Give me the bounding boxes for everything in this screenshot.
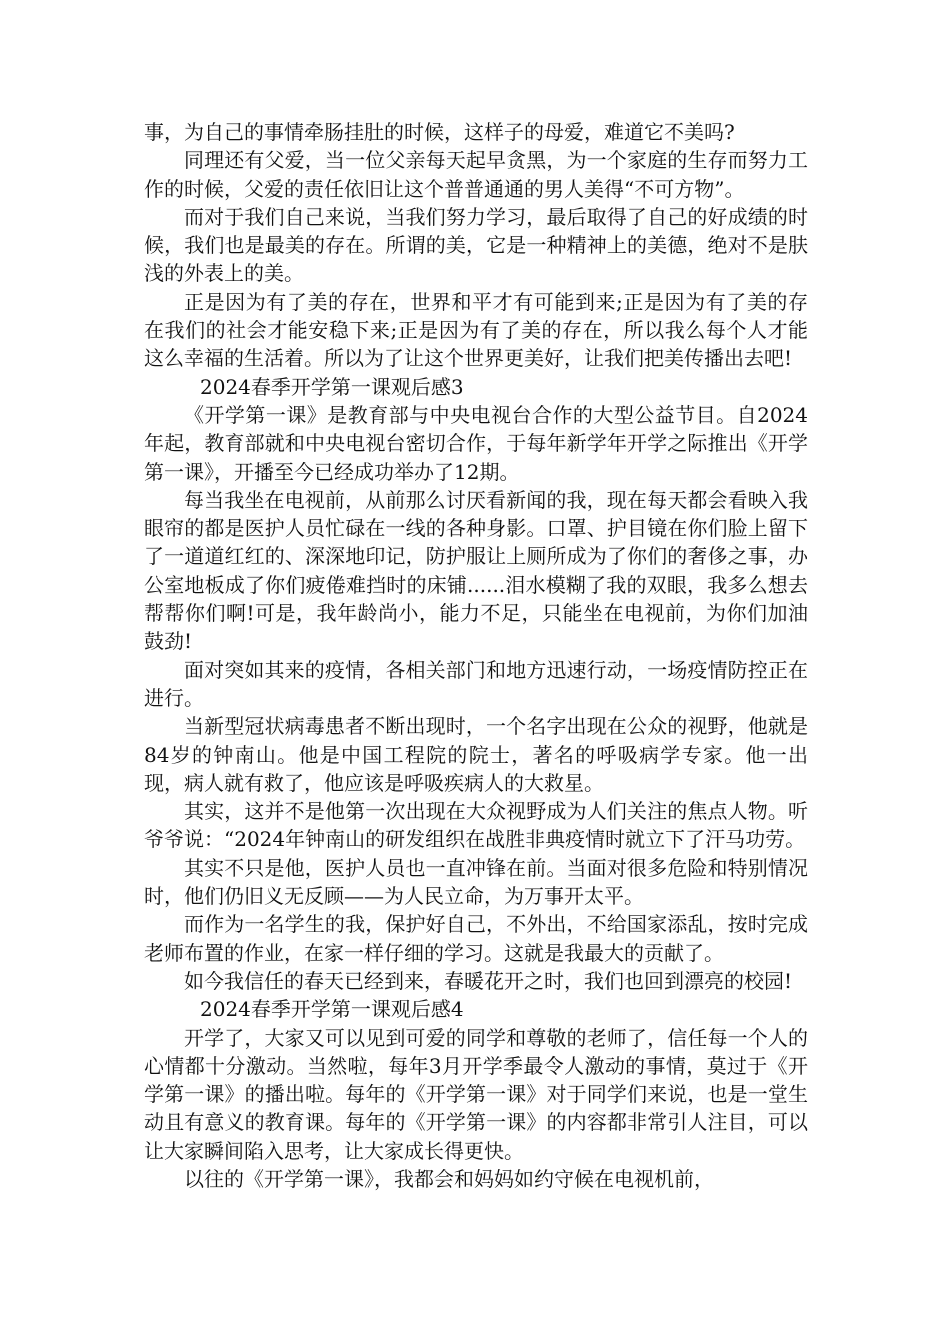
paragraph: 面对突如其来的疫情，各相关部门和地方迅速行动，一场疫情防控正在进行。: [144, 657, 808, 710]
paragraph: 而作为一名学生的我，保护好自己，不外出，不给国家添乱，按时完成老师布置的作业，在家一样仔细的学习。这就是我最大的贡献了。: [144, 912, 808, 965]
paragraph: 当新型冠状病毒患者不断出现时，一个名字出现在公众的视野，他就是84岁的钟南山。他是中国工程院的院士，著名的呼吸病学专家。他一出现，病人就有救了，他应该是呼吸疾病人的大救星。: [144, 714, 808, 795]
section-heading: 2024春季开学第一课观后感4: [200, 997, 464, 1022]
paragraph: 其实不只是他，医护人员也一直冲锋在前。当面对很多危险和特别情况时，他们仍旧义无反顾——为人民立命，为万事开太平。: [144, 855, 808, 909]
paragraph: 而对于我们自己来说，当我们努力学习，最后取得了自己的好成绩的时候，我们也是最美的存在。所谓的美，它是一种精神上的美德，绝对不是肤浅的外表上的美。: [144, 204, 808, 286]
paragraph: 如今我信任的春天已经到来，春暖花开之时，我们也回到漂亮的校园!: [184, 968, 793, 993]
paragraph: 其实，这并不是他第一次出现在大众视野成为人们关注的焦点人物。听爷爷说：“2024年钟南山的研发组织在战胜非典疫情时就立下了汗马功劳。: [144, 799, 808, 852]
paragraph: 《开学第一课》是教育部与中央电视台合作的大型公益节目。自2024年起，教育部就和中央电视台密切合作，于每年新学年开学之际推出《开学第一课》，开播至今已经成功举办了12期。: [144, 402, 808, 484]
document-body: [144, 118, 808, 1193]
paragraph: 每当我坐在电视前，从前那么讨厌看新闻的我，现在每天都会看映入我眼帘的都是医护人员忙碌在一线的各种身影。口罩、护目镜在你们脸上留下了一道道红红的、深深地印记，防护服让上厕所成为了你们的奢侈之事，办公室地板成了你们疲倦难挡时的床铺......泪水模糊了我的双眼，我多么想去帮帮你们啊!可是，我年龄尚小，能力不足，只能坐在电视前，为你们加油鼓劲!: [144, 487, 808, 654]
paragraph: 事，为自己的事情牵肠挂肚的时候，这样子的母爱，难道它不美吗?: [144, 120, 735, 144]
paragraph: 正是因为有了美的存在，世界和平才有可能到来;正是因为有了美的存在我们的社会才能安稳下来;正是因为有了美的存在，所以我么每个人才能这么幸福的生活着。所以为了让这个世界更美好，让我们把美传播出去吧!: [144, 289, 808, 371]
paragraph: 同理还有父爱，当一位父亲每天起早贪黑，为一个家庭的生存而努力工作的时候，父爱的责任依旧让这个普普通通的男人美得“不可方物”。: [144, 148, 808, 201]
paragraph: 以往的《开学第一课》，我都会和妈妈如约守候在电视机前，: [184, 1166, 714, 1191]
section-heading: 2024春季开学第一课观后感3: [200, 374, 464, 399]
paragraph: 开学了，大家又可以见到可爱的同学和尊敬的老师了，信任每一个人的心情都十分激动。当然啦，每年3月开学季最令人激动的事情，莫过于《开学第一课》的播出啦。每年的《开学第一课》对于同学们来说，也是一堂生动且有意义的教育课。每年的《开学第一课》的内容都非常引人注目，可以让大家瞬间陷入思考，让大家成长得更快。: [144, 1025, 808, 1163]
